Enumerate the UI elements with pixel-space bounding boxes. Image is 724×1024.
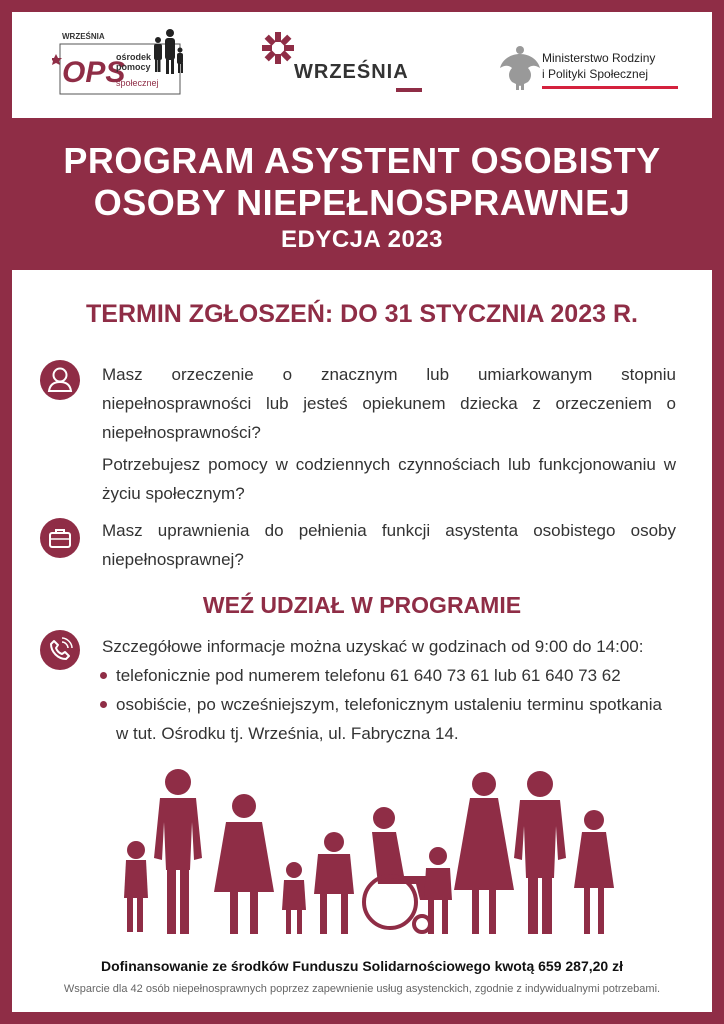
program-title-line2: OSOBY NIEPEŁNOSPRAWNEJ <box>93 182 631 223</box>
ops-logo <box>52 28 192 98</box>
ministry-line1: Ministerstwo Rodziny <box>542 51 656 65</box>
wrzesnia-text: WRZEŚNIA <box>294 61 409 83</box>
contact-item-visit <box>102 690 662 748</box>
question-3: Masz uprawnienia do pełnienia funkcji asystenta osobistego osoby niepełnosprawnej? <box>102 521 676 569</box>
program-title-line1: PROGRAM ASYSTENT OSOBISTY <box>63 140 661 181</box>
ops-big-text: OPS <box>62 56 126 89</box>
cta-heading: WEŹ UDZIAŁ W PROGRAMIE <box>202 592 522 618</box>
phone-icon <box>40 630 80 670</box>
person-icon <box>40 360 80 400</box>
ops-line1: ośrodek <box>116 52 152 62</box>
question-1: Masz orzeczenie o znacznym lub umiarkowanym stopniu niepełnosprawności lub jesteś opiekunem dziecka z orzeczeniem o niepełnosprawności? <box>102 365 676 442</box>
funding-text: Dofinansowanie ze środków Funduszu Solidarnościowego kwotą 659 287,20 zł <box>100 958 623 974</box>
deadline-heading: TERMIN ZGŁOSZEŃ: DO 31 STYCZNIA 2023 R. <box>86 300 638 328</box>
support-text: Wsparcie dla 42 osób niepełnosprawnych poprzez zapewnienie usług asystenckich, zgodnie z indywidualnymi potrzebami. <box>63 983 661 995</box>
content-card <box>12 270 712 1012</box>
ministry-line2: i Polityki Społecznej <box>542 67 649 81</box>
wrzesnia-logo <box>256 26 426 106</box>
contact-item-phone <box>102 661 662 690</box>
bullet-dot <box>100 701 107 708</box>
briefcase-icon <box>40 518 80 558</box>
question-2: Potrzebujesz pomocy w codziennych czynnościach lub funkcjonowaniu w życiu społecznym? <box>102 455 676 503</box>
ops-line2: pomocy <box>116 62 151 72</box>
people-silhouettes <box>12 760 712 940</box>
ministry-logo <box>500 42 690 102</box>
contact-item-visit-text: osobiście, po wcześniejszym, telefonicznym ustaleniu terminu spotkania w tut. Ośrodku tj. Września, ul. Fabryczna 14. <box>116 695 662 743</box>
contact-intro: Szczegółowe informacje można uzyskać w godzinach od 9:00 do 14:00: <box>102 637 644 656</box>
bullet-dot <box>100 672 107 679</box>
contact-item-phone-text: telefonicznie pod numerem telefonu 61 640 73 61 lub 61 640 73 62 <box>116 666 621 685</box>
ops-line3: społecznej <box>116 78 159 88</box>
logo-bar <box>12 12 712 118</box>
ops-top-text: WRZEŚNIA <box>62 32 105 41</box>
edition-label: EDYCJA 2023 <box>280 226 444 253</box>
title-band <box>0 118 724 270</box>
